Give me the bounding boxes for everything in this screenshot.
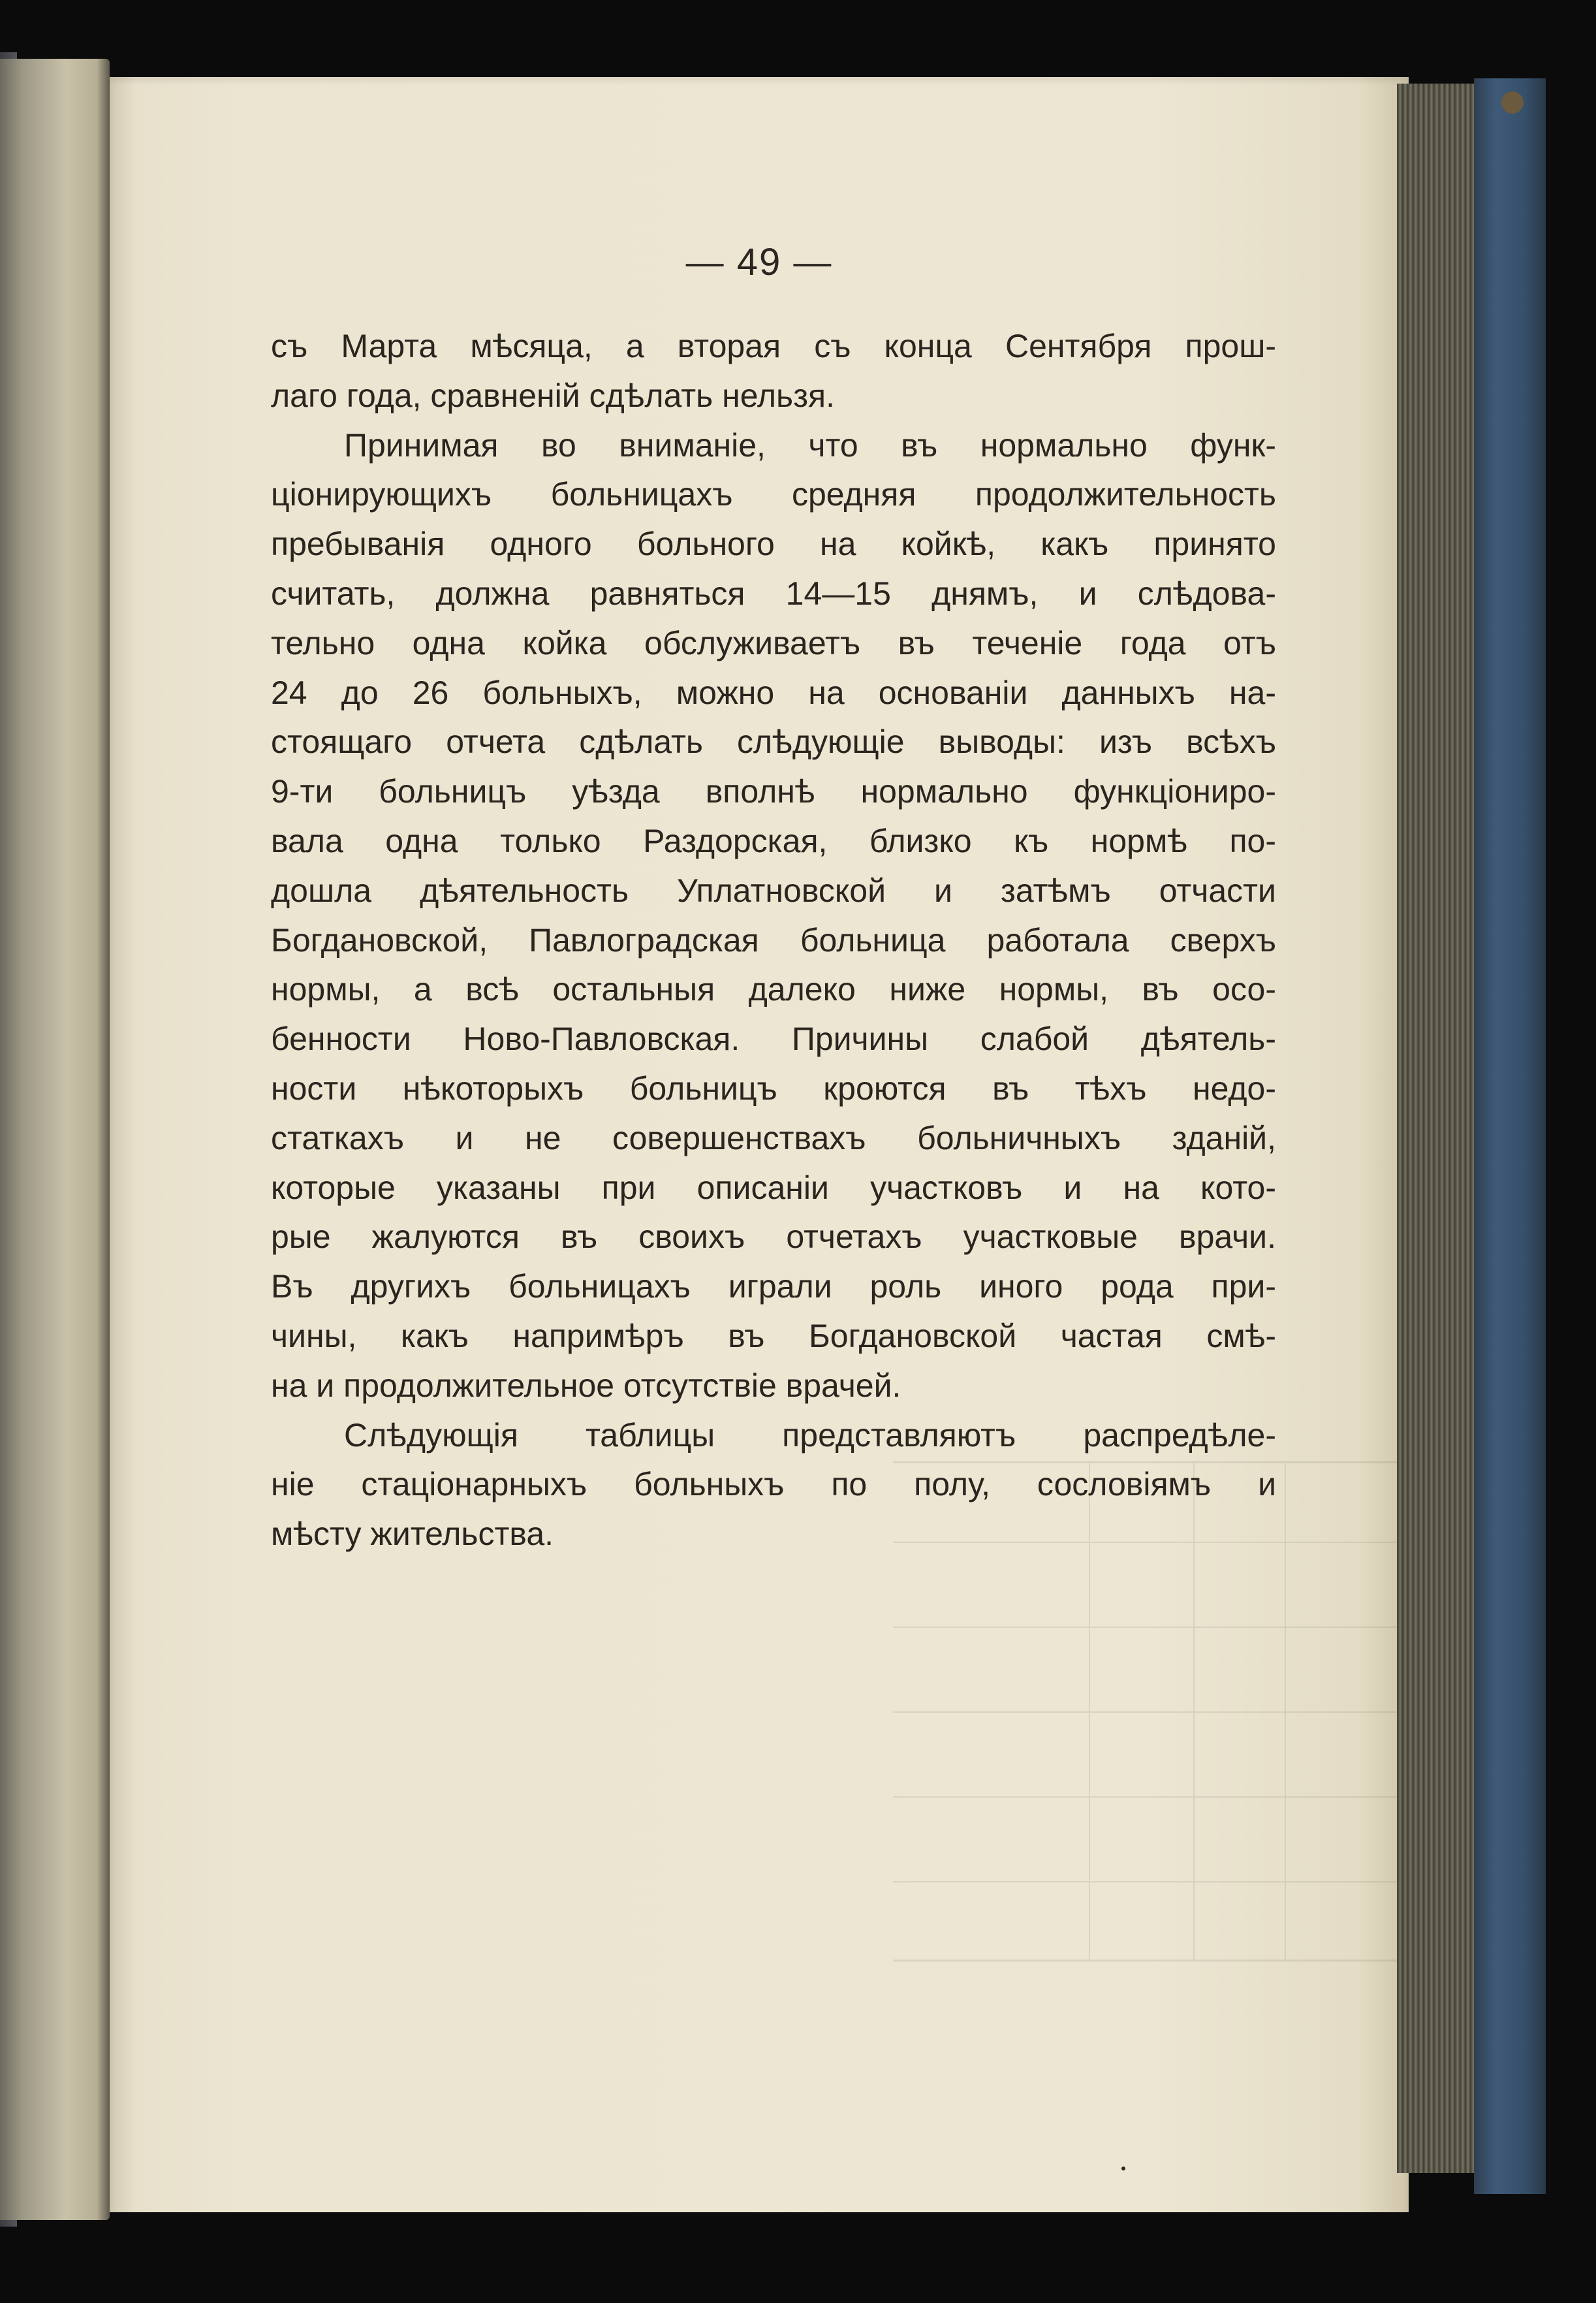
- text-line: бенности Ново-Павловская. Причины слабой дѣятель-: [271, 1021, 1276, 1058]
- text-line: на и продолжительное отсутствіе врачей.: [271, 1367, 901, 1404]
- text-line: Слѣдующія таблицы представляютъ распредѣле-: [344, 1416, 1276, 1453]
- text-line: Богдановской, Павлоградская больница работала сверхъ: [271, 921, 1276, 959]
- page-number: — 49 —: [685, 241, 833, 283]
- text-line: вала одна только Раздорская, близко къ нормѣ по-: [271, 822, 1276, 859]
- cover-corner-mark: [1501, 91, 1524, 114]
- text-line: нормы, а всѣ остальныя далеко ниже нормы, въ осо-: [271, 971, 1276, 1008]
- text-line: тельно одна койка обслуживаетъ въ теченіе года отъ: [271, 624, 1276, 661]
- ink-speck: [1121, 2167, 1125, 2170]
- text-line: чины, какъ напримѣръ въ Богдановской частая смѣ-: [271, 1317, 1276, 1354]
- text-line: дошла дѣятельность Уплатновской и затѣмъ отчасти: [271, 872, 1276, 909]
- text-line: мѣсту жительства.: [271, 1516, 554, 1553]
- text-line: съ Марта мѣсяца, а вторая съ конца Сентября прош-: [271, 328, 1276, 364]
- text-line: Въ другихъ больницахъ играли роль иного рода при-: [271, 1268, 1276, 1305]
- page-block-edge: [1397, 84, 1475, 2173]
- text-line: 24 до 26 больныхъ, можно на основаніи данныхъ на-: [271, 674, 1276, 711]
- previous-page-sliver: [0, 59, 110, 2220]
- book-cover-edge: [1474, 78, 1546, 2194]
- text-line: которые указаны при описаніи участковъ и на кото-: [271, 1169, 1276, 1206]
- text-line: лаго года, сравненій сдѣлать нельзя.: [271, 377, 835, 414]
- text-line: ности нѣкоторыхъ больницъ кроются въ тѣхъ недо-: [271, 1070, 1276, 1107]
- text-line: стоящаго отчета сдѣлать слѣдующіе выводы: изъ всѣхъ: [271, 723, 1276, 761]
- text-line: ніе стаціонарныхъ больныхъ по полу, сословіямъ и: [271, 1466, 1276, 1503]
- text-line: Принимая во вниманіе, что въ нормально функ-: [344, 426, 1276, 464]
- text-line: рые жалуются въ своихъ отчетахъ участковые врачи.: [271, 1218, 1276, 1256]
- body-text: [271, 322, 1276, 1559]
- text-line: 9-ти больницъ уѣзда вполнѣ нормально функціониро-: [271, 773, 1276, 810]
- text-line: статкахъ и не совершенствахъ больничныхъ зданій,: [271, 1119, 1276, 1156]
- text-line: пребыванія одного больного на койкѣ, какъ принято: [271, 526, 1276, 563]
- text-line: считать, должна равняться 14—15 днямъ, и слѣдова-: [271, 575, 1276, 612]
- text-line: ціонирующихъ больницахъ средняя продолжительность: [271, 476, 1276, 513]
- page-49: [110, 77, 1409, 2212]
